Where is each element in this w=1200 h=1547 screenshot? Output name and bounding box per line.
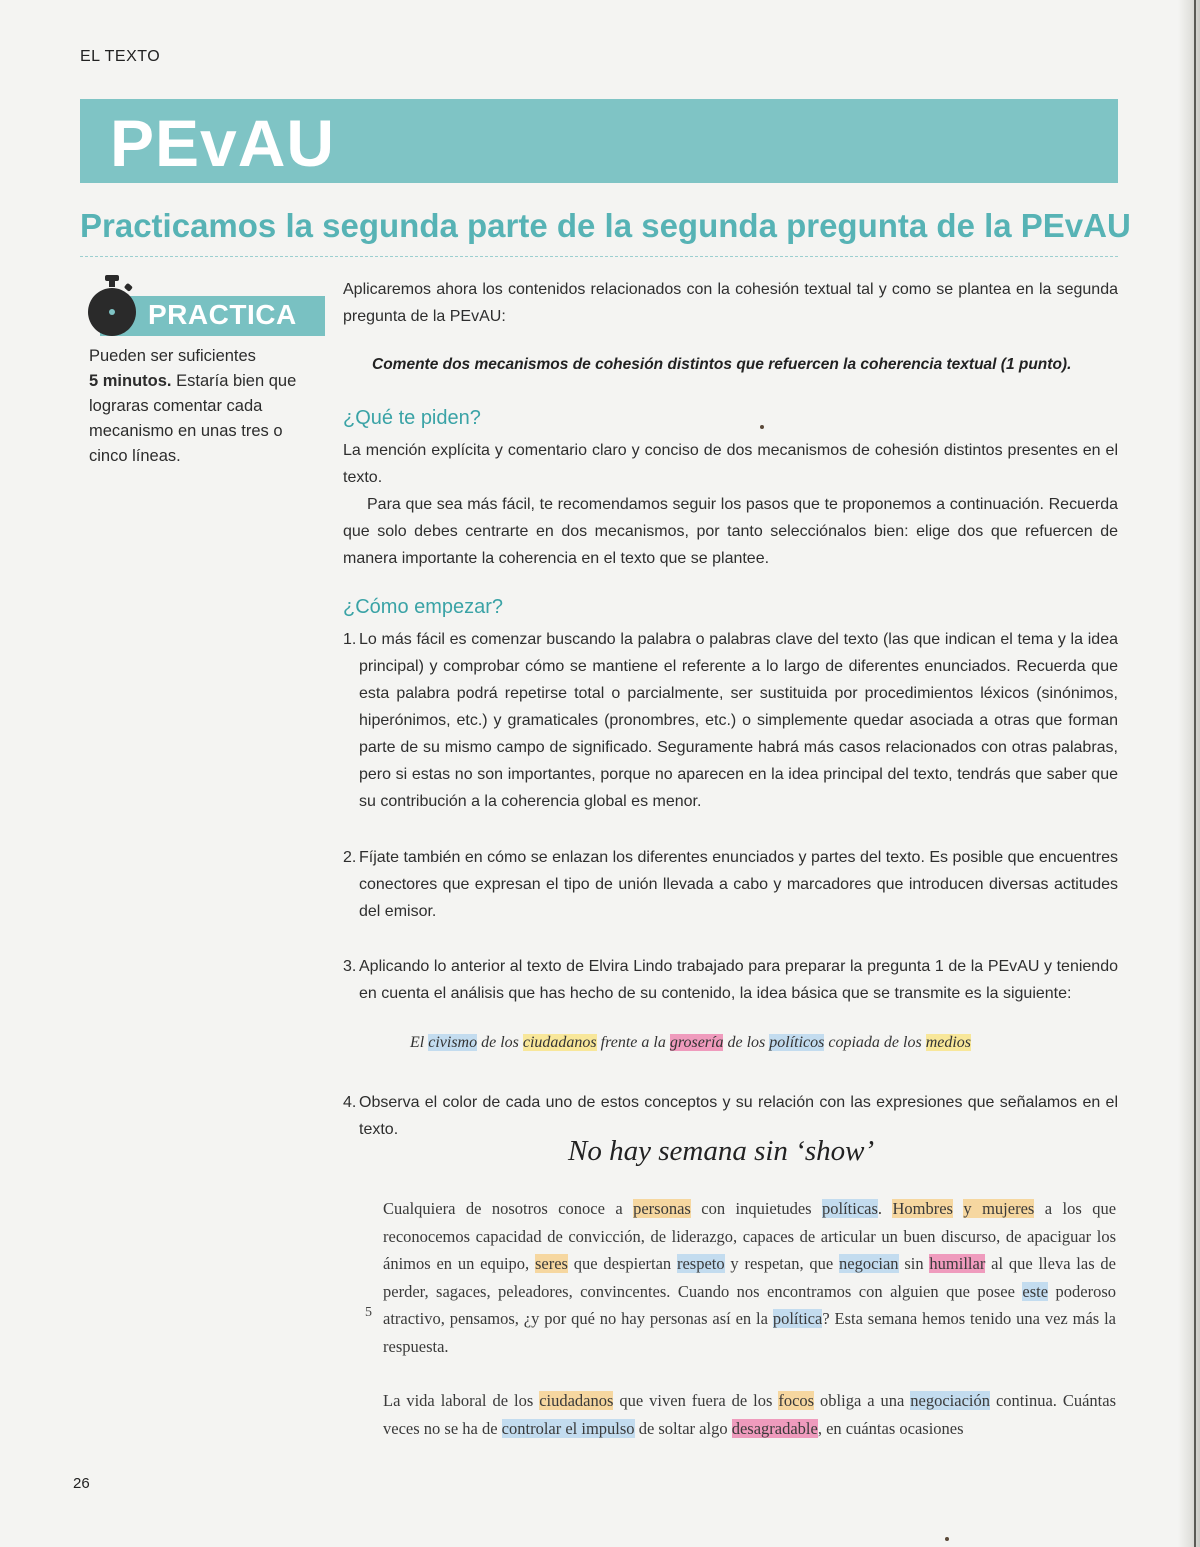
list-number: 4. (343, 1094, 357, 1111)
speck (945, 1537, 949, 1541)
exam-question: Comente dos mecanismos de cohesión distintos que refuercen la coherencia textual (1 punto). (372, 356, 1072, 373)
article-highlight: políticas (822, 1199, 878, 1218)
article-text: obliga a una (814, 1391, 911, 1410)
article-text: que despiertan (567, 1254, 677, 1273)
practica-label: PRACTICA (148, 299, 297, 330)
article-text: al que lleva las de perder, sagaces, peleadores, convincentes. Cuando nos encontramos con alguien que posee (383, 1254, 1117, 1301)
key-idea-sentence (410, 1034, 971, 1052)
article-text: continua. Cuántas veces no se ha de (383, 1391, 1116, 1438)
article-highlight: seres (534, 1254, 568, 1273)
article-highlight: desagradable (731, 1418, 818, 1438)
article-highlight: negocian (839, 1254, 899, 1273)
example-highlight: civismo (428, 1034, 478, 1051)
list-item (343, 953, 1118, 1007)
article-text: de soltar algo (634, 1418, 732, 1438)
side-note-text-2: Estaría bien que lograras comentar cada mecanismo en unas tres o cinco líneas. (89, 372, 297, 465)
example-text: frente a la (596, 1034, 670, 1051)
article-highlight: política (772, 1309, 823, 1328)
paragraph-what-2: Para que sea más fácil, te recomendamos seguir los pasos que te proponemos a continuación. Recuerda que solo debes centrarte en dos mecanismos, por tanto selecciónalos bien: elige dos que refuercen de manera importante la coherencia en el texto que se plantee. (343, 496, 1118, 567)
article-highlight: controlar el impulso (501, 1418, 635, 1438)
article-text: , en cuántas ocasiones (817, 1418, 964, 1438)
list-text: Fíjate también en cómo se enlazan los diferentes enunciados y partes del texto. Es posible que encuentres conectores que expresan el tipo de unión llevada a cabo y marcadores que introducen diversas actitudes del emisor. (359, 849, 1118, 920)
heading-what-they-ask: ¿Qué te piden? (343, 407, 481, 429)
intro-paragraph: Aplicaremos ahora los contenidos relacionados con la cohesión textual tal y como se plantea en la segunda pregunta de la PEvAU: (343, 281, 1118, 325)
example-highlight: medios (925, 1034, 972, 1051)
speck (760, 425, 764, 429)
article-paragraph-2 (383, 1387, 1116, 1442)
article-text: Cualquiera de nosotros conoce a (383, 1199, 634, 1218)
section-label: EL TEXTO (80, 48, 161, 65)
article-highlight: negociación (910, 1391, 990, 1410)
article-text: ? Esta semana hemos tenido una vez más la respuesta. (383, 1309, 1116, 1356)
article-paragraph-1 (383, 1195, 1116, 1360)
example-text: de los (723, 1034, 770, 1051)
article-text: poderoso atractivo, pensamos, ¿y por qué no hay personas así en la (383, 1281, 1116, 1328)
line-number: 5 (365, 1305, 372, 1320)
list-text: Lo más fácil es comenzar buscando la palabra o palabras clave del texto (las que indican el tema y la idea principal) y comprobar cómo se mantiene el referente a lo largo de diferentes enunciados. Recuerda que esta palabra podrá repetirse total o parcialmente, ser sustituida por procedimientos léxicos (sinónimos, hiperónimos, etc.) y gramaticales (pronombres, etc.) o simplemente quedar asociada a otras que forman parte de su mismo campo de significado. Seguramente habrá más casos relacionados con otras palabras, pero si estas no son importantes, porque no aparecen en la idea principal del texto, tendrás que saber que su contribución a la coherencia global es menor. (359, 631, 1118, 810)
list-item (343, 844, 1118, 925)
list-item (343, 626, 1118, 815)
article-highlight: ciudadanos (539, 1391, 614, 1410)
list-number: 2. (343, 849, 357, 866)
article-text: . (877, 1199, 893, 1218)
page-number: 26 (73, 1475, 90, 1492)
title-banner (80, 99, 1118, 183)
practica-badge (80, 272, 325, 338)
article-text: y respetan, que (724, 1254, 839, 1273)
example-text: copiada de los (824, 1034, 926, 1051)
article-title: No hay semana sin ‘show’ (568, 1135, 875, 1167)
article-highlight: respeto (676, 1254, 725, 1273)
example-text: El (410, 1034, 429, 1051)
article-text: que viven fuera de los (613, 1391, 779, 1410)
side-note-bold: 5 minutos. (89, 372, 172, 390)
article-highlight: personas (633, 1199, 691, 1218)
article-highlight: focos (778, 1391, 815, 1410)
side-note (89, 344, 314, 469)
example-highlight: ciudadanos (522, 1034, 597, 1051)
page-edge-shadow (1178, 0, 1200, 1547)
article-text (953, 1199, 963, 1218)
article-text: sin (898, 1254, 930, 1273)
list-text: Observa el color de cada uno de estos conceptos y su relación con las expresiones que señalamos en el texto. (359, 1094, 1118, 1138)
subtitle-divider (80, 256, 1118, 257)
article-text: La vida laboral de los (383, 1391, 540, 1410)
page-subtitle: Practicamos la segunda parte de la segunda pregunta de la PEvAU (80, 207, 1131, 244)
article-highlight: humillar (929, 1254, 986, 1273)
example-text: de los (477, 1034, 523, 1051)
article-highlight: y mujeres (963, 1199, 1035, 1218)
stopwatch-icon (80, 272, 144, 338)
article-highlight: Hombres (892, 1199, 953, 1218)
heading-how-to-start: ¿Cómo empezar? (343, 596, 504, 618)
article-text: a los que reconocemos capacidad de convicción, de liderazgo, capaces de articular un buen discurso, de apaciguar los ánimos en un equipo, (383, 1199, 1117, 1273)
page-edge-line (1194, 0, 1196, 1547)
paragraph-what-1: La mención explícita y comentario claro y conciso de dos mecanismos de cohesión distintos presentes en el texto. (343, 442, 1118, 486)
article-highlight: este (1022, 1281, 1049, 1301)
example-highlight: grosería (669, 1034, 724, 1051)
list-text: Aplicando lo anterior al texto de Elvira Lindo trabajado para preparar la pregunta 1 de la PEvAU y teniendo en cuenta el análisis que has hecho de su contenido, la idea básica que se transmite es la siguiente: (359, 958, 1118, 1002)
banner-title: PEvAU (110, 106, 336, 180)
article-text: con inquietudes (690, 1199, 822, 1218)
list-number: 3. (343, 958, 357, 975)
example-highlight: políticos (769, 1034, 825, 1051)
side-note-text: Pueden ser suficientes (89, 347, 256, 365)
list-number: 1. (343, 631, 357, 648)
